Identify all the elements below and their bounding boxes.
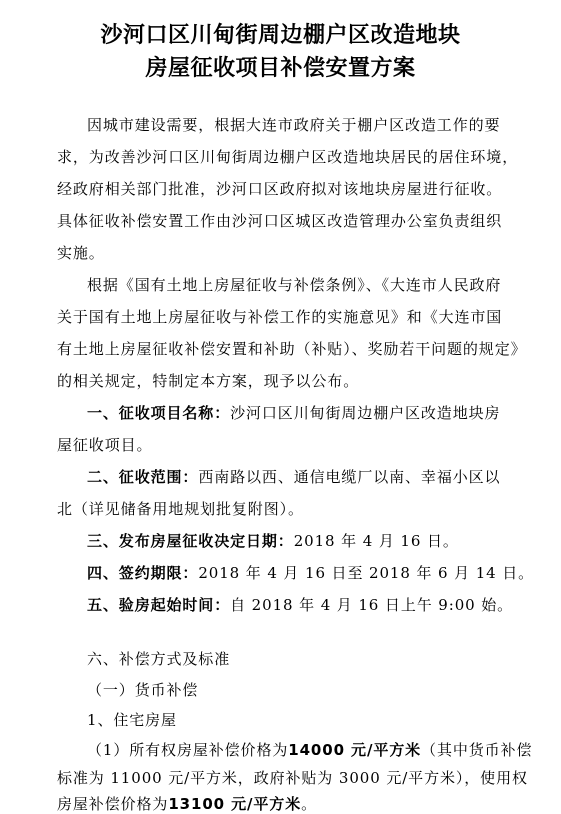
document-title-line-2: 房屋征收项目补偿安置方案 — [145, 56, 416, 81]
compensation-residential-heading: 1、住宅房屋 — [87, 711, 177, 729]
intro-paragraph-1-line: 求，为改善沙河口区川甸街周边棚户区改造地块居民的居住环境， — [57, 148, 519, 166]
item-sign-period — [87, 563, 535, 583]
intro-paragraph-1-line: 实施。 — [57, 244, 105, 262]
compensation-paragraph-line — [87, 740, 533, 760]
item-project-name — [87, 403, 527, 423]
intro-paragraph-2-line: 的相关规定，特制定本方案，现予以公布。 — [57, 372, 360, 390]
intro-paragraph-1-line: 因城市建设需要，根据大连市政府关于棚户区改造工作的要 — [87, 116, 501, 134]
intro-paragraph-2-line: 根据《国有土地上房屋征收与补偿条例》、《大连市人民政府 — [87, 276, 502, 294]
intro-paragraph-2-line: 有土地上房屋征收补偿安置和补助（补贴）、奖励若干问题的规定》 — [57, 340, 527, 358]
item-decision-text: 2018 年 4 月 16 日。 — [293, 532, 459, 550]
compensation-paragraph-line — [57, 794, 527, 814]
intro-paragraph-2-line: 关于国有土地上房屋征收与补偿工作的实施意见》和《大连市国 — [57, 308, 503, 326]
para-text-d: 。 — [301, 795, 318, 813]
item-scope — [87, 467, 527, 487]
owner-price: 14000 元/平方米 — [288, 741, 422, 759]
item-scope-text-cont: 北（详见储备用地规划批复附图）。 — [57, 500, 304, 518]
compensation-paragraph-line: 标准为 11000 元/平方米，政府补贴为 3000 元/平方米），使用权 — [57, 769, 528, 787]
item-scope-label: 二、征收范围： — [87, 468, 199, 486]
para-text-a: （1）所有权房屋补偿价格为 — [87, 741, 289, 759]
compensation-subheading-cash: （一）货币补偿 — [87, 681, 199, 699]
para-text-b: （其中货币补偿 — [421, 741, 533, 759]
item-decision-label: 三、发布房屋征收决定日期： — [87, 532, 294, 550]
item-decision-date — [87, 531, 527, 551]
item-sign-text: 2018 年 4 月 16 日至 2018 年 6 月 14 日。 — [198, 564, 535, 582]
item-inspect-label: 五、验房起始时间： — [87, 596, 231, 614]
document-title-line-1: 沙河口区川甸街周边棚户区改造地块 — [100, 23, 461, 48]
item-project-text: 沙河口区川甸街周边棚户区改造地块房 — [230, 404, 501, 422]
item-inspect-start — [87, 595, 527, 615]
compensation-heading: 六、补偿方式及标准 — [87, 650, 231, 668]
item-project-text-cont: 屋征收项目。 — [57, 436, 153, 454]
use-price: 13100 元/平方米 — [168, 795, 302, 813]
intro-paragraph-1-line: 经政府相关部门批准，沙河口区政府拟对该地块房屋进行征收。 — [57, 180, 503, 198]
item-inspect-text: 自 2018 年 4 月 16 日上午 9:00 始。 — [230, 596, 514, 614]
para-text-c: 房屋补偿价格为 — [57, 795, 169, 813]
item-project-label: 一、征收项目名称： — [87, 404, 231, 422]
item-sign-label: 四、签约期限： — [87, 564, 199, 582]
item-scope-text: 西南路以西、通信电缆厂以南、幸福小区以 — [198, 468, 501, 486]
intro-paragraph-1-line: 具体征收补偿安置工作由沙河口区城区改造管理办公室负责组织 — [57, 212, 503, 230]
